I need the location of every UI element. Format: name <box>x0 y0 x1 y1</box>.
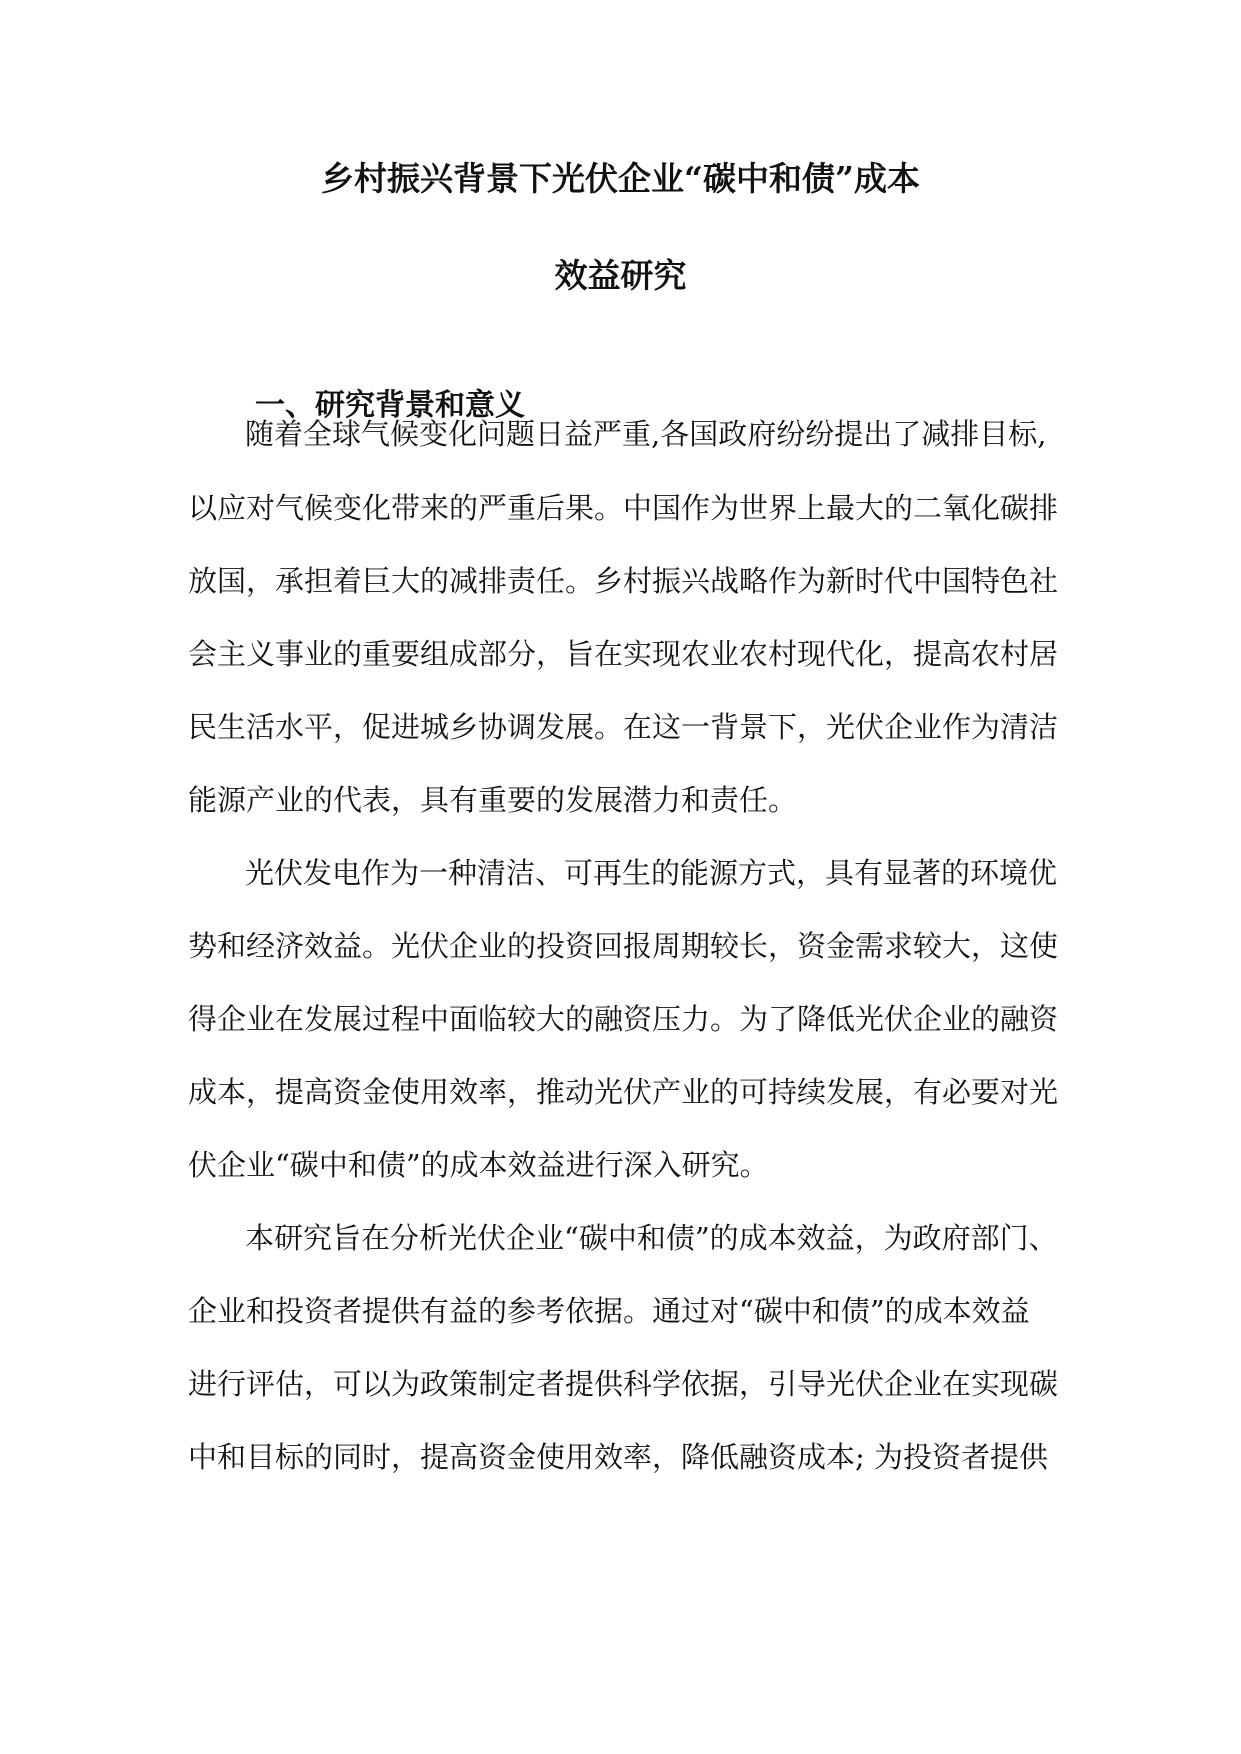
paragraph-2-line-4: 成本，提高资金使用效率，推动光伏产业的可持续发展，有必要对光 <box>188 1075 1059 1109</box>
paragraph-1-line-3: 放国，承担着巨大的减排责任。乡村振兴战略作为新时代中国特色社 <box>188 564 1059 598</box>
paragraph-3-line-1: 本研究旨在分析光伏企业“碳中和债”的成本效益，为政府部门、 <box>245 1221 1058 1255</box>
paragraph-1-line-5: 民生活水平，促进城乡协调发展。在这一背景下，光伏企业作为清洁 <box>188 710 1059 744</box>
paragraph-3-line-4: 中和目标的同时，提高资金使用效率，降低融资成本; 为投资者提供 <box>188 1440 1048 1474</box>
paragraph-3-line-3: 进行评估，可以为政策制定者提供科学依据，引导光伏企业在实现碳 <box>188 1367 1059 1401</box>
document-title-line-1: 乡村振兴背景下光伏企业“碳中和债”成本 <box>321 159 920 198</box>
paragraph-1-line-1: 随着全球气候变化问题日益严重,各国政府纷纷提出了减排目标, <box>245 417 1047 451</box>
paragraph-2-line-1: 光伏发电作为一种清洁、可再生的能源方式，具有显著的环境优 <box>245 856 1058 890</box>
paragraph-1-line-6: 能源产业的代表，具有重要的发展潜力和责任。 <box>188 783 798 817</box>
document-title-line-2: 效益研究 <box>554 256 687 295</box>
paragraph-2-line-2: 势和经济效益。光伏企业的投资回报周期较长，资金需求较大，这使 <box>188 929 1059 963</box>
paragraph-3-line-2: 企业和投资者提供有益的参考依据。通过对“碳中和债”的成本效益 <box>188 1294 1030 1328</box>
paragraph-2-line-5: 伏企业“碳中和债”的成本效益进行深入研究。 <box>188 1148 769 1182</box>
paragraph-1-line-2: 以应对气候变化带来的严重后果。中国作为世界上最大的二氧化碳排 <box>188 491 1059 525</box>
section-heading: 一、研究背景和意义 <box>255 388 525 423</box>
paragraph-2-line-3: 得企业在发展过程中面临较大的融资压力。为了降低光伏企业的融资 <box>188 1002 1059 1036</box>
paragraph-1-line-4: 会主义事业的重要组成部分，旨在实现农业农村现代化，提高农村居 <box>188 637 1059 671</box>
